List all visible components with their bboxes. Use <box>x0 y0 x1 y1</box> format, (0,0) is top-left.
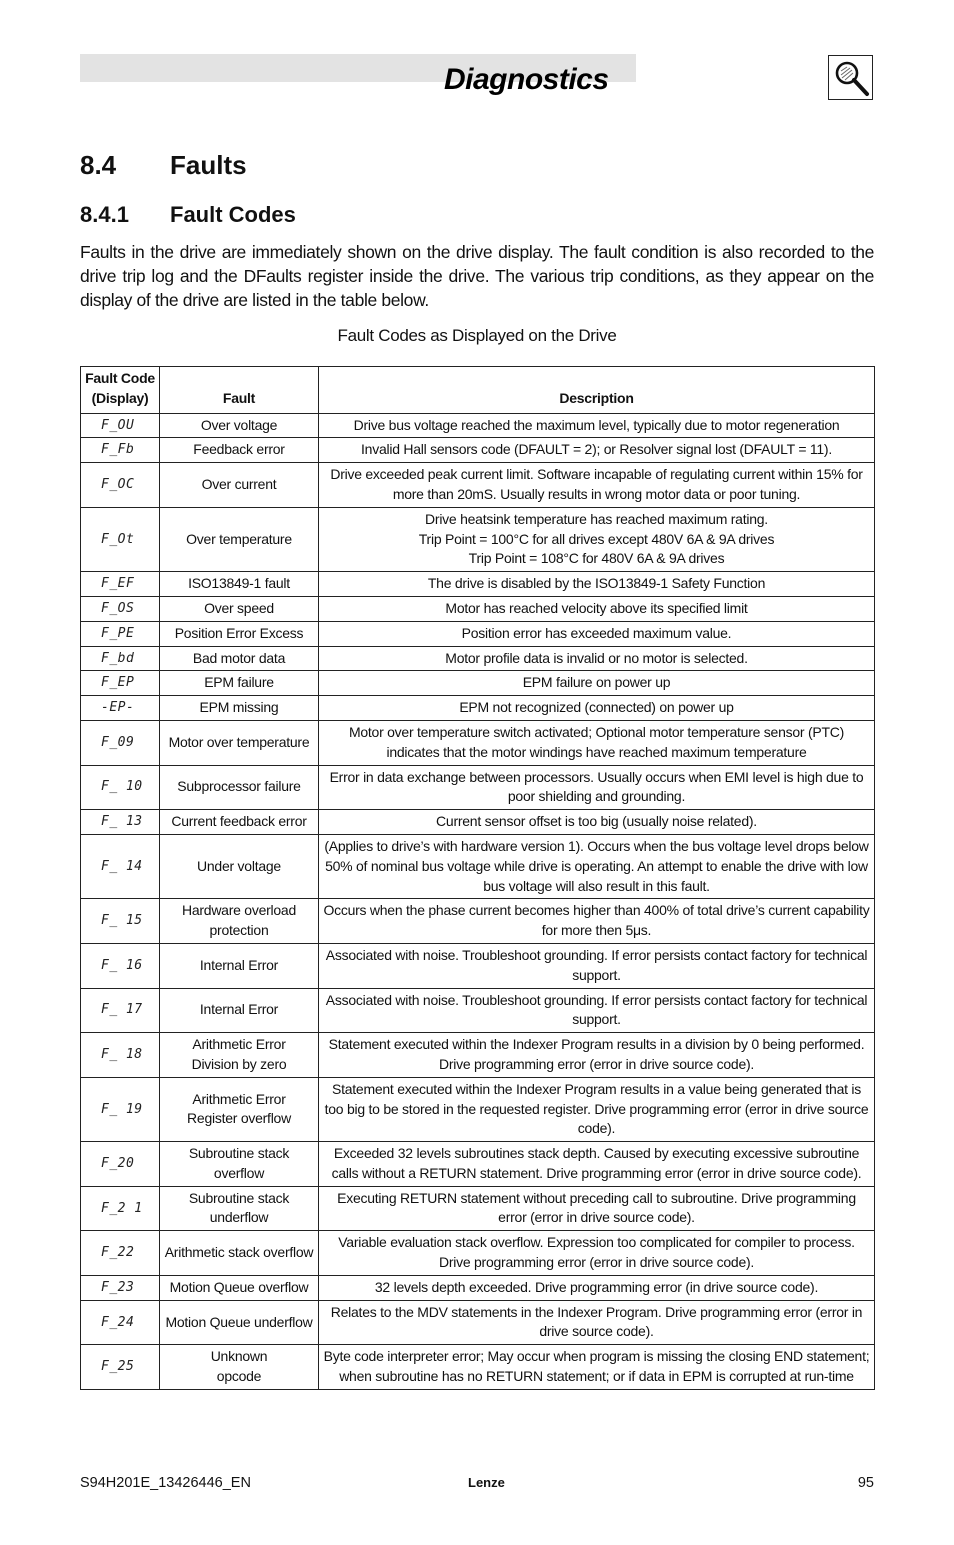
header-fault-code-line1: Fault Code <box>85 370 155 386</box>
fault-description-cell: EPM failure on power up <box>319 671 875 696</box>
table-row <box>81 696 875 721</box>
fault-code-cell: F_PE <box>81 621 160 646</box>
fault-code-cell: -EP- <box>81 696 160 721</box>
fault-description-cell: Error in data exchange between processors. Usually occurs when EMI level is high due to poor shielding and grounding. <box>319 765 875 810</box>
fault-description-cell: Occurs when the phase current becomes higher than 400% of total drive’s current capability for more then 5μs. <box>319 899 875 944</box>
fault-code-cell: F_20 <box>81 1142 160 1187</box>
fault-code-cell: F_ 18 <box>81 1033 160 1078</box>
header-fault: Fault <box>160 367 319 414</box>
fault-code-cell: F_bd <box>81 646 160 671</box>
fault-code-cell: F_24 <box>81 1300 160 1345</box>
fault-name-cell: ISO13849-1 fault <box>160 572 319 597</box>
fault-code-cell: F_ 14 <box>81 834 160 898</box>
table-row <box>81 438 875 463</box>
table-row <box>81 507 875 571</box>
fault-name-cell: Subroutine stack underflow <box>160 1186 319 1231</box>
fault-name-cell: EPM missing <box>160 696 319 721</box>
fault-name-cell: Arithmetic stack overflow <box>160 1231 319 1276</box>
fault-description-cell: Statement executed within the Indexer Program results in a division by 0 being performed. Drive programming error (error in drive source code). <box>319 1033 875 1078</box>
table-row <box>81 463 875 508</box>
fault-description-cell: Exceeded 32 levels subroutines stack depth. Caused by executing excessive subroutine calls without a RETURN statement. Drive programming error (error in drive source code). <box>319 1142 875 1187</box>
fault-code-cell: F_2 1 <box>81 1186 160 1231</box>
fault-description-cell: Position error has exceeded maximum value. <box>319 621 875 646</box>
fault-description-cell: EPM not recognized (connected) on power up <box>319 696 875 721</box>
fault-name-cell: Over current <box>160 463 319 508</box>
table-row <box>81 834 875 898</box>
fault-description-cell: Invalid Hall sensors code (DFAULT = 2); or Resolver signal lost (DFAULT = 11). <box>319 438 875 463</box>
footer-page-number: 95 <box>857 1475 874 1491</box>
fault-name-cell: EPM failure <box>160 671 319 696</box>
table-row <box>81 1033 875 1078</box>
fault-name-cell: Subprocessor failure <box>160 765 319 810</box>
fault-code-cell: F_22 <box>81 1231 160 1276</box>
fault-description-cell: Associated with noise. Troubleshoot grounding. If error persists contact factory for technical support. <box>319 988 875 1033</box>
fault-code-cell: F_ 19 <box>81 1077 160 1141</box>
fault-name-cell: Over speed <box>160 596 319 621</box>
table-row <box>81 596 875 621</box>
table-row <box>81 810 875 835</box>
fault-description-cell: (Applies to drive’s with hardware version 1). Occurs when the bus voltage level drops below 50% of nominal bus voltage while drive is operating. An attempt to enable the drive with low bus voltage will also result in this fault. <box>319 834 875 898</box>
fault-name-cell: Over voltage <box>160 413 319 438</box>
fault-name-cell: Arithmetic Error Register overflow <box>160 1077 319 1141</box>
fault-name-cell: Internal Error <box>160 943 319 988</box>
table-row <box>81 671 875 696</box>
fault-description-cell: 32 levels depth exceeded. Drive programming error (in drive source code). <box>319 1275 875 1300</box>
fault-code-cell: F_ 10 <box>81 765 160 810</box>
fault-code-cell: F_EP <box>81 671 160 696</box>
table-row <box>81 899 875 944</box>
footer-brand: Lenze <box>468 1475 505 1490</box>
fault-description-cell: Statement executed within the Indexer Program results in a value being generated that is too big to be stored in the requested register. Drive programming error (error in drive source code). <box>319 1077 875 1141</box>
fault-name-cell: Arithmetic Error Division by zero <box>160 1033 319 1078</box>
fault-description-cell: Relates to the MDV statements in the Indexer Program. Drive programming error (error in drive source code). <box>319 1300 875 1345</box>
fault-description-cell: Associated with noise. Troubleshoot grounding. If error persists contact factory for technical support. <box>319 943 875 988</box>
fault-code-cell: F_ 13 <box>81 810 160 835</box>
table-row <box>81 765 875 810</box>
fault-code-cell: F_EF <box>81 572 160 597</box>
table-row <box>81 1275 875 1300</box>
fault-description-cell: Current sensor offset is too big (usually noise related). <box>319 810 875 835</box>
fault-description-cell: Byte code interpreter error; May occur when program is missing the closing END statement; when subroutine has no RETURN statement; or if data in EPM is corrupted at run-time <box>319 1345 875 1390</box>
fault-name-cell: Motion Queue underflow <box>160 1300 319 1345</box>
section-number: 8.4 <box>80 150 117 180</box>
subsection-number: 8.4.1 <box>80 202 129 227</box>
fault-codes-table <box>80 366 875 1390</box>
header-description: Description <box>319 367 875 414</box>
fault-code-cell: F_ 15 <box>81 899 160 944</box>
fault-name-cell: Position Error Excess <box>160 621 319 646</box>
fault-description-cell: Drive bus voltage reached the maximum level, typically due to motor regeneration <box>319 413 875 438</box>
section-title: Faults <box>170 150 247 180</box>
fault-name-cell: Over temperature <box>160 507 319 571</box>
fault-name-cell: Unknown opcode <box>160 1345 319 1390</box>
table-row <box>81 572 875 597</box>
fault-name-cell: Feedback error <box>160 438 319 463</box>
fault-name-cell: Subroutine stack overflow <box>160 1142 319 1187</box>
intro-paragraph: Faults in the drive are immediately shown on the drive display. The fault condition is also recorded to the drive trip log and the DFaults register inside the drive. The various trip conditions, as they appear on the display of the drive are listed in the table below. <box>80 242 874 310</box>
fault-code-cell: F_25 <box>81 1345 160 1390</box>
table-row <box>81 943 875 988</box>
footer-doc-id: S94H201E_13426446_EN <box>80 1475 251 1491</box>
fault-code-cell: F_23 <box>81 1275 160 1300</box>
fault-name-cell: Internal Error <box>160 988 319 1033</box>
fault-code-cell: F_09 <box>81 720 160 765</box>
table-row <box>81 1186 875 1231</box>
header-fault-code-line2: (Display) <box>91 389 149 406</box>
fault-description-cell: Variable evaluation stack overflow. Expression too complicated for compiler to process. Drive programming error (error in drive source code). <box>319 1231 875 1276</box>
table-header-row <box>81 367 875 414</box>
table-row <box>81 1142 875 1187</box>
page-header-title: Diagnostics <box>444 63 609 96</box>
table-row <box>81 720 875 765</box>
fault-description-cell: Drive heatsink temperature has reached maximum rating. Trip Point = 100°C for all drives except 480V 6A & 9A drives Trip Point = 108°C for 480V 6A & 9A drives <box>319 507 875 571</box>
fault-code-cell: F_OC <box>81 463 160 508</box>
fault-name-cell: Motion Queue overflow <box>160 1275 319 1300</box>
fault-name-cell: Under voltage <box>160 834 319 898</box>
fault-description-cell: The drive is disabled by the ISO13849-1 Safety Function <box>319 572 875 597</box>
fault-code-cell: F_ 16 <box>81 943 160 988</box>
table-row <box>81 988 875 1033</box>
table-row <box>81 1300 875 1345</box>
table-row <box>81 1345 875 1390</box>
table-row <box>81 413 875 438</box>
fault-name-cell: Hardware overload protection <box>160 899 319 944</box>
table-caption: Fault Codes as Displayed on the Drive <box>337 326 617 345</box>
fault-description-cell: Drive exceeded peak current limit. Software incapable of regulating current within 15% for more than 20mS. Usually results in wrong motor data or poor tuning. <box>319 463 875 508</box>
magnifier-icon <box>828 55 873 100</box>
fault-description-cell: Motor has reached velocity above its specified limit <box>319 596 875 621</box>
fault-name-cell: Current feedback error <box>160 810 319 835</box>
fault-name-cell: Motor over temperature <box>160 720 319 765</box>
table-row <box>81 646 875 671</box>
header-fault-code <box>81 367 160 414</box>
fault-description-cell: Motor profile data is invalid or no motor is selected. <box>319 646 875 671</box>
fault-code-cell: F_ 17 <box>81 988 160 1033</box>
table-row <box>81 1077 875 1141</box>
table-row <box>81 621 875 646</box>
fault-name-cell: Bad motor data <box>160 646 319 671</box>
subsection-title: Fault Codes <box>170 202 296 227</box>
fault-code-cell: F_Ot <box>81 507 160 571</box>
fault-code-cell: F_OS <box>81 596 160 621</box>
fault-description-cell: Motor over temperature switch activated; Optional motor temperature sensor (PTC) indicates that the motor windings have reached maximum temperature <box>319 720 875 765</box>
table-row <box>81 1231 875 1276</box>
fault-description-cell: Executing RETURN statement without preceding call to subroutine. Drive programming error (error in drive source code). <box>319 1186 875 1231</box>
fault-code-cell: F_OU <box>81 413 160 438</box>
fault-code-cell: F_Fb <box>81 438 160 463</box>
